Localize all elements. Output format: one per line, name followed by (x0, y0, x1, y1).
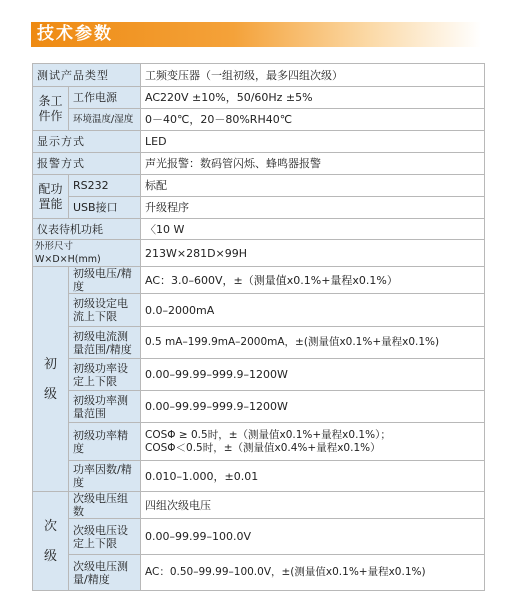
table-row (33, 492, 485, 519)
row-value: 工频变压器（一组初级，最多四组次级） (141, 64, 485, 87)
row-value: AC：0.50–99.99–100.0V，±(测量值x0.1%+量程x0.1%) (141, 555, 485, 591)
row-value: 0.00–99.99–999.9–1200W (141, 359, 485, 391)
table-row (33, 153, 485, 175)
row-value: 0.5 mA–199.9mA–2000mA，±(测量值x0.1%+量程x0.1%) (141, 327, 485, 359)
table-row (33, 359, 485, 391)
table-row (33, 64, 485, 87)
row-label: 初级电压/精度 (69, 267, 141, 294)
row-label: 初级功率测量范围 (69, 391, 141, 423)
table-row (33, 555, 485, 591)
row-label: 外形尺寸W×D×H(mm) (33, 240, 141, 267)
row-value: 〈10 W (141, 219, 485, 240)
group-label: 配功 置能 (33, 175, 69, 219)
row-value: 0.0–2000mA (141, 294, 485, 327)
table-row (33, 294, 485, 327)
table-row (33, 267, 485, 294)
row-value: 0.00–99.99–100.0V (141, 519, 485, 555)
table-row (33, 197, 485, 219)
row-value: LED (141, 131, 485, 153)
row-label: 初级电流测量范围/精度 (69, 327, 141, 359)
table-row (33, 461, 485, 492)
row-label: 初级功率设定上下限 (69, 359, 141, 391)
row-label: 次级电压组数 (69, 492, 141, 519)
group-label: 初 级 (33, 267, 69, 492)
row-label: 测试产品类型 (33, 64, 141, 87)
group-label: 次 级 (33, 492, 69, 591)
section-title: 技术参数 (37, 24, 113, 44)
table-row (33, 175, 485, 197)
table-row (33, 423, 485, 461)
power-accuracy-line-1: COSΦ ≥ 0.5时，±（测量值x0.1%+量程x0.1%）； (145, 428, 391, 441)
table-row (33, 519, 485, 555)
row-label: RS232 (69, 175, 141, 197)
row-value: AC220V ±10%，50/60Hz ±5% (141, 87, 485, 109)
section-header (31, 22, 481, 47)
row-label: 功率因数/精度 (69, 461, 141, 492)
table-row (33, 219, 485, 240)
table-row (33, 391, 485, 423)
spec-table (32, 63, 485, 591)
table-row (33, 87, 485, 109)
table-row (33, 131, 485, 153)
row-label: 报警方式 (33, 153, 141, 175)
row-value: 0.010–1.000，±0.01 (141, 461, 485, 492)
row-value (141, 423, 485, 461)
row-label: 环境温度/湿度 (69, 109, 141, 131)
row-label: 次级电压设定上下限 (69, 519, 141, 555)
row-value: 四组次级电压 (141, 492, 485, 519)
row-label: 工作电源 (69, 87, 141, 109)
row-label: 次级电压测量/精度 (69, 555, 141, 591)
row-label: 初级功率精度 (69, 423, 141, 461)
power-accuracy-line-2: COSΦ＜0.5时，±（测量值x0.4%+量程x0.1%） (145, 441, 381, 454)
row-label: USB接口 (69, 197, 141, 219)
group-label: 条工 件作 (33, 87, 69, 131)
row-label: 显示方式 (33, 131, 141, 153)
table-row (33, 327, 485, 359)
table-row (33, 109, 485, 131)
table-row (33, 240, 485, 267)
row-label: 仪表待机功耗 (33, 219, 141, 240)
row-value: 0－40℃，20－80%RH40℃ (141, 109, 485, 131)
row-label: 初级设定电流上下限 (69, 294, 141, 327)
row-value: 升级程序 (141, 197, 485, 219)
row-value: 标配 (141, 175, 485, 197)
row-value: 213W×281D×99H (141, 240, 485, 267)
row-value: 0.00–99.99–999.9–1200W (141, 391, 485, 423)
row-value: AC：3.0–600V，±（测量值x0.1%+量程x0.1%） (141, 267, 485, 294)
row-value: 声光报警：数码管闪烁、蜂鸣器报警 (141, 153, 485, 175)
